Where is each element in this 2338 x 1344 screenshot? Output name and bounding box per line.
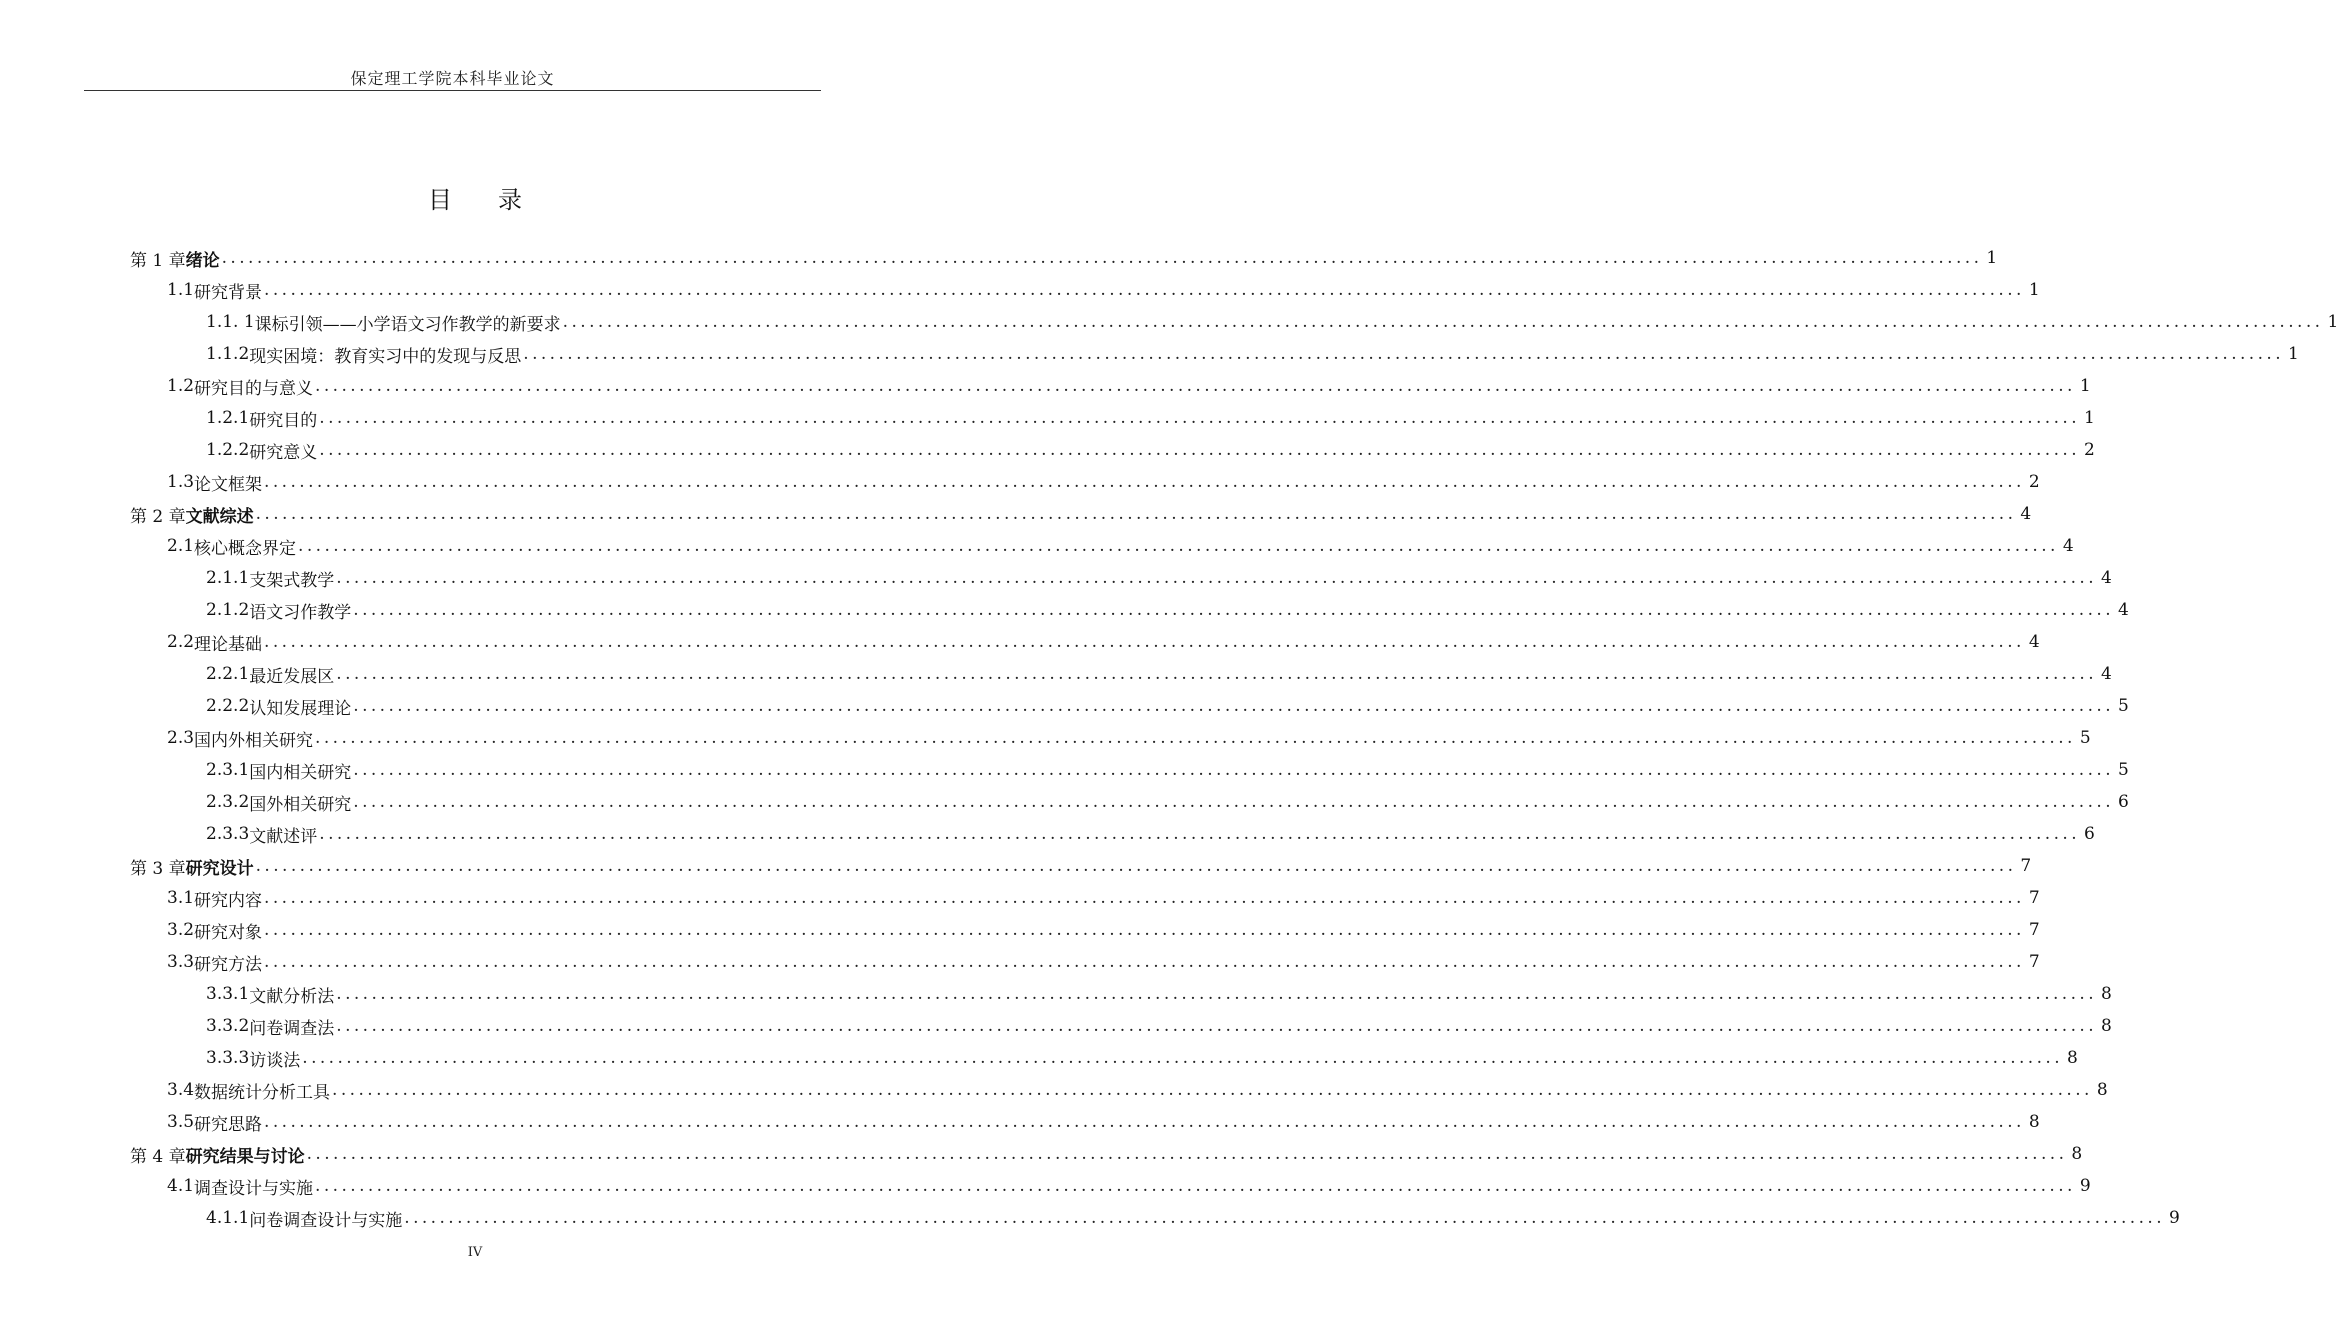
toc-entry[interactable] [130,626,2040,658]
dot-leader: ........................................................................................................................................................................................................ [353,600,2115,620]
page-number: IV [467,1245,483,1260]
dot-leader: ........................................................................................................................................................................................................ [264,888,2025,908]
toc-entry[interactable] [130,850,2032,882]
toc-entry-page: 4 [2020,504,2032,524]
toc-entry-page: 4 [2028,632,2040,652]
toc-entry-page: 1 [1986,248,1998,268]
toc-entry-page: 7 [2028,888,2040,908]
toc-entry-label: 支架式教学 [249,570,335,591]
toc-entry-page: 2 [2028,472,2040,492]
dot-leader: ........................................................................................................................................................................................................ [319,824,2081,844]
dot-leader: ........................................................................................................................................................................................................ [319,408,2081,428]
toc-entry[interactable] [130,818,2095,850]
toc-entry-number: 3.2 [167,920,195,940]
toc-entry[interactable] [130,1138,2083,1170]
dot-leader: ........................................................................................................................................................................................................ [353,696,2115,716]
toc-entry-page: 1 [2079,376,2091,396]
toc-entry-number: 1.1. 1 [206,312,255,332]
toc-entry-number: 2.3.2 [206,792,250,812]
toc-entry[interactable] [130,690,2129,722]
toc-entry[interactable] [130,722,2091,754]
toc-entry-page: 4 [2118,600,2129,620]
toc-entry-label: 研究设计 [185,858,254,879]
toc-entry-page: 7 [2028,920,2040,940]
dot-leader: ........................................................................................................................................................................................................ [336,984,2098,1004]
header-rule [84,90,821,91]
toc-entry-number: 3.1 [167,888,195,908]
toc-entry-label: 研究思路 [194,1114,263,1135]
toc-entry-number: 1.1 [167,280,195,300]
toc-entry-page: 8 [2096,1080,2108,1100]
dot-leader: ........................................................................................................................................................................................................ [332,1080,2093,1100]
toc-entry-label: 绪论 [185,250,220,271]
dot-leader: ........................................................................................................................................................................................................ [264,952,2025,972]
dot-leader: ........................................................................................................................................................................................................ [336,568,2098,588]
toc-entry[interactable] [130,338,2299,370]
dot-leader: ........................................................................................................................................................................................................ [315,728,2076,748]
toc-entry[interactable] [130,242,1998,274]
toc-entry-label: 理论基础 [194,634,263,655]
toc-entry[interactable] [130,562,2112,594]
toc-entry[interactable] [130,370,2091,402]
dot-leader: ........................................................................................................................................................................................................ [336,664,2098,684]
dot-leader: ........................................................................................................................................................................................................ [264,632,2025,652]
toc-entry-label: 文献述评 [249,826,318,847]
toc-entry-page: 4 [2062,536,2074,556]
toc-entry-label: 研究对象 [194,922,263,943]
toc-entry-label: 现实困境：教育实习中的发现与反思 [249,346,522,367]
toc-entry-number: 2.3.1 [206,760,250,780]
dot-leader: ........................................................................................................................................................................................................ [404,1208,2166,1228]
toc-entry[interactable] [130,1106,2040,1138]
toc-entry-label: 问卷调查法 [249,1018,335,1039]
toc-entry-label: 国内相关研究 [249,762,352,783]
toc-entry-page: 8 [2101,984,2112,1004]
toc-entry-page: 1 [2028,280,2040,300]
toc-entry[interactable] [130,594,2129,626]
toc-entry-page: 5 [2118,760,2129,780]
dot-leader: ........................................................................................................................................................................................................ [255,856,2017,876]
toc-entry-number: 第 4 章 [130,1146,186,1167]
toc-entry[interactable] [130,914,2040,946]
toc-entry-number: 2.2.2 [206,696,250,716]
toc-entry-number: 1.2.1 [206,408,250,428]
toc-entry-page: 8 [2101,1016,2112,1036]
dot-leader: ........................................................................................................................................................................................................ [302,1048,2064,1068]
toc-entry-label: 研究背景 [194,282,263,303]
toc-entry[interactable] [130,946,2040,978]
toc-entry-page: 4 [2101,664,2112,684]
toc-entry-label: 认知发展理论 [249,698,352,719]
toc-entry-page: 8 [2028,1112,2040,1132]
toc-entry-label: 研究内容 [194,890,263,911]
toc-entry-page: 8 [2067,1048,2078,1068]
toc-entry-page: 1 [2327,312,2338,332]
toc-entry-label: 最近发展区 [249,666,335,687]
toc-entry-number: 3.3.3 [206,1048,250,1068]
toc-entry-label: 课标引领——小学语文习作教学的新要求 [254,314,561,335]
toc-entry[interactable] [130,466,2040,498]
toc-entry[interactable] [130,402,2095,434]
toc-entry-page: 1 [2084,408,2095,428]
toc-entry-page: 6 [2084,824,2095,844]
dot-leader: ........................................................................................................................................................................................................ [306,1144,2068,1164]
toc-entry-page: 9 [2079,1176,2091,1196]
toc-entry-label: 研究结果与讨论 [185,1146,305,1167]
dot-leader: ........................................................................................................................................................................................................ [319,440,2081,460]
toc-entry-number: 1.2.2 [206,440,250,460]
dot-leader: ........................................................................................................................................................................................................ [264,280,2025,300]
dot-leader: ........................................................................................................................................................................................................ [523,344,2285,364]
dot-leader: ........................................................................................................................................................................................................ [353,792,2115,812]
toc-entry[interactable] [130,1170,2091,1202]
toc-entry-number: 2.3 [167,728,195,748]
toc-entry-label: 问卷调查设计与实施 [249,1210,403,1231]
toc-entry[interactable] [130,754,2129,786]
toc-entry[interactable] [130,498,2032,530]
toc-entry-page: 4 [2101,568,2112,588]
toc-entry-number: 2.1.2 [206,600,250,620]
toc-entry-number: 4.1 [167,1176,195,1196]
toc-entry-number: 2.1.1 [206,568,250,588]
toc-entry-number: 2.2.1 [206,664,250,684]
toc-entry-page: 5 [2079,728,2091,748]
toc-entry-page: 9 [2169,1208,2180,1228]
dot-leader: ........................................................................................................................................................................................................ [264,472,2025,492]
toc-entry[interactable] [130,786,2129,818]
toc-entry-number: 1.1.2 [206,344,250,364]
toc-entry[interactable] [130,530,2074,562]
toc-title: 目录 [428,186,568,214]
toc-entry-label: 访谈法 [249,1050,301,1071]
toc-entry[interactable] [130,978,2112,1010]
dot-leader: ........................................................................................................................................................................................................ [264,1112,2025,1132]
toc-entry-number: 第 1 章 [130,250,186,271]
toc-entry-label: 论文框架 [194,474,263,495]
toc-entry-page: 8 [2071,1144,2083,1164]
dot-leader: ........................................................................................................................................................................................................ [298,536,2059,556]
toc-entry-label: 研究方法 [194,954,263,975]
toc-entry-label: 语文习作教学 [249,602,352,623]
dot-leader: ........................................................................................................................................................................................................ [264,920,2025,940]
toc-entry[interactable] [130,1042,2078,1074]
toc-entry-label: 国内外相关研究 [194,730,314,751]
toc-entry-label: 数据统计分析工具 [194,1082,331,1103]
toc-entry[interactable] [130,1010,2112,1042]
toc-entry[interactable] [130,434,2095,466]
dot-leader: ........................................................................................................................................................................................................ [255,504,2017,524]
toc-entry-page: 7 [2020,856,2032,876]
toc-entry-page: 2 [2084,440,2095,460]
toc-entry-number: 3.3.2 [206,1016,250,1036]
toc-entry[interactable] [130,658,2112,690]
toc-entry-number: 3.5 [167,1112,195,1132]
toc-entry-number: 1.3 [167,472,195,492]
toc-entry-label: 国外相关研究 [249,794,352,815]
dot-leader: ........................................................................................................................................................................................................ [221,248,1983,268]
toc-entry-number: 2.3.3 [206,824,250,844]
page-header: 保定理工学院本科毕业论文 [350,69,555,88]
toc-entry-label: 研究目的 [249,410,318,431]
toc-entry-page: 1 [2288,344,2299,364]
toc-entry[interactable] [130,1202,2180,1234]
toc-entry-number: 4.1.1 [206,1208,250,1228]
toc-entry-number: 3.3 [167,952,195,972]
toc-entry-number: 2.1 [167,536,195,556]
dot-leader: ........................................................................................................................................................................................................ [562,312,2324,332]
toc-entry-label: 研究目的与意义 [194,378,314,399]
toc-entry-page: 7 [2028,952,2040,972]
toc-entry[interactable] [130,306,2338,338]
toc-entry-page: 6 [2118,792,2129,812]
toc-entry-number: 第 2 章 [130,506,186,527]
toc-entry-number: 2.2 [167,632,195,652]
dot-leader: ........................................................................................................................................................................................................ [315,1176,2076,1196]
dot-leader: ........................................................................................................................................................................................................ [353,760,2115,780]
toc-entry-number: 1.2 [167,376,195,396]
toc-entry[interactable] [130,1074,2108,1106]
dot-leader: ........................................................................................................................................................................................................ [315,376,2076,396]
toc-entry-label: 文献分析法 [249,986,335,1007]
toc-entry-page: 5 [2118,696,2129,716]
dot-leader: ........................................................................................................................................................................................................ [336,1016,2098,1036]
toc-entry-label: 文献综述 [185,506,254,527]
toc-entry-label: 调查设计与实施 [194,1178,314,1199]
toc-entry-label: 研究意义 [249,442,318,463]
toc-entry-number: 3.3.1 [206,984,250,1004]
toc-entry-number: 第 3 章 [130,858,186,879]
table-of-contents [130,242,2338,1234]
toc-entry[interactable] [130,274,2040,306]
toc-entry-number: 3.4 [167,1080,195,1100]
toc-entry[interactable] [130,882,2040,914]
toc-entry-label: 核心概念界定 [194,538,297,559]
